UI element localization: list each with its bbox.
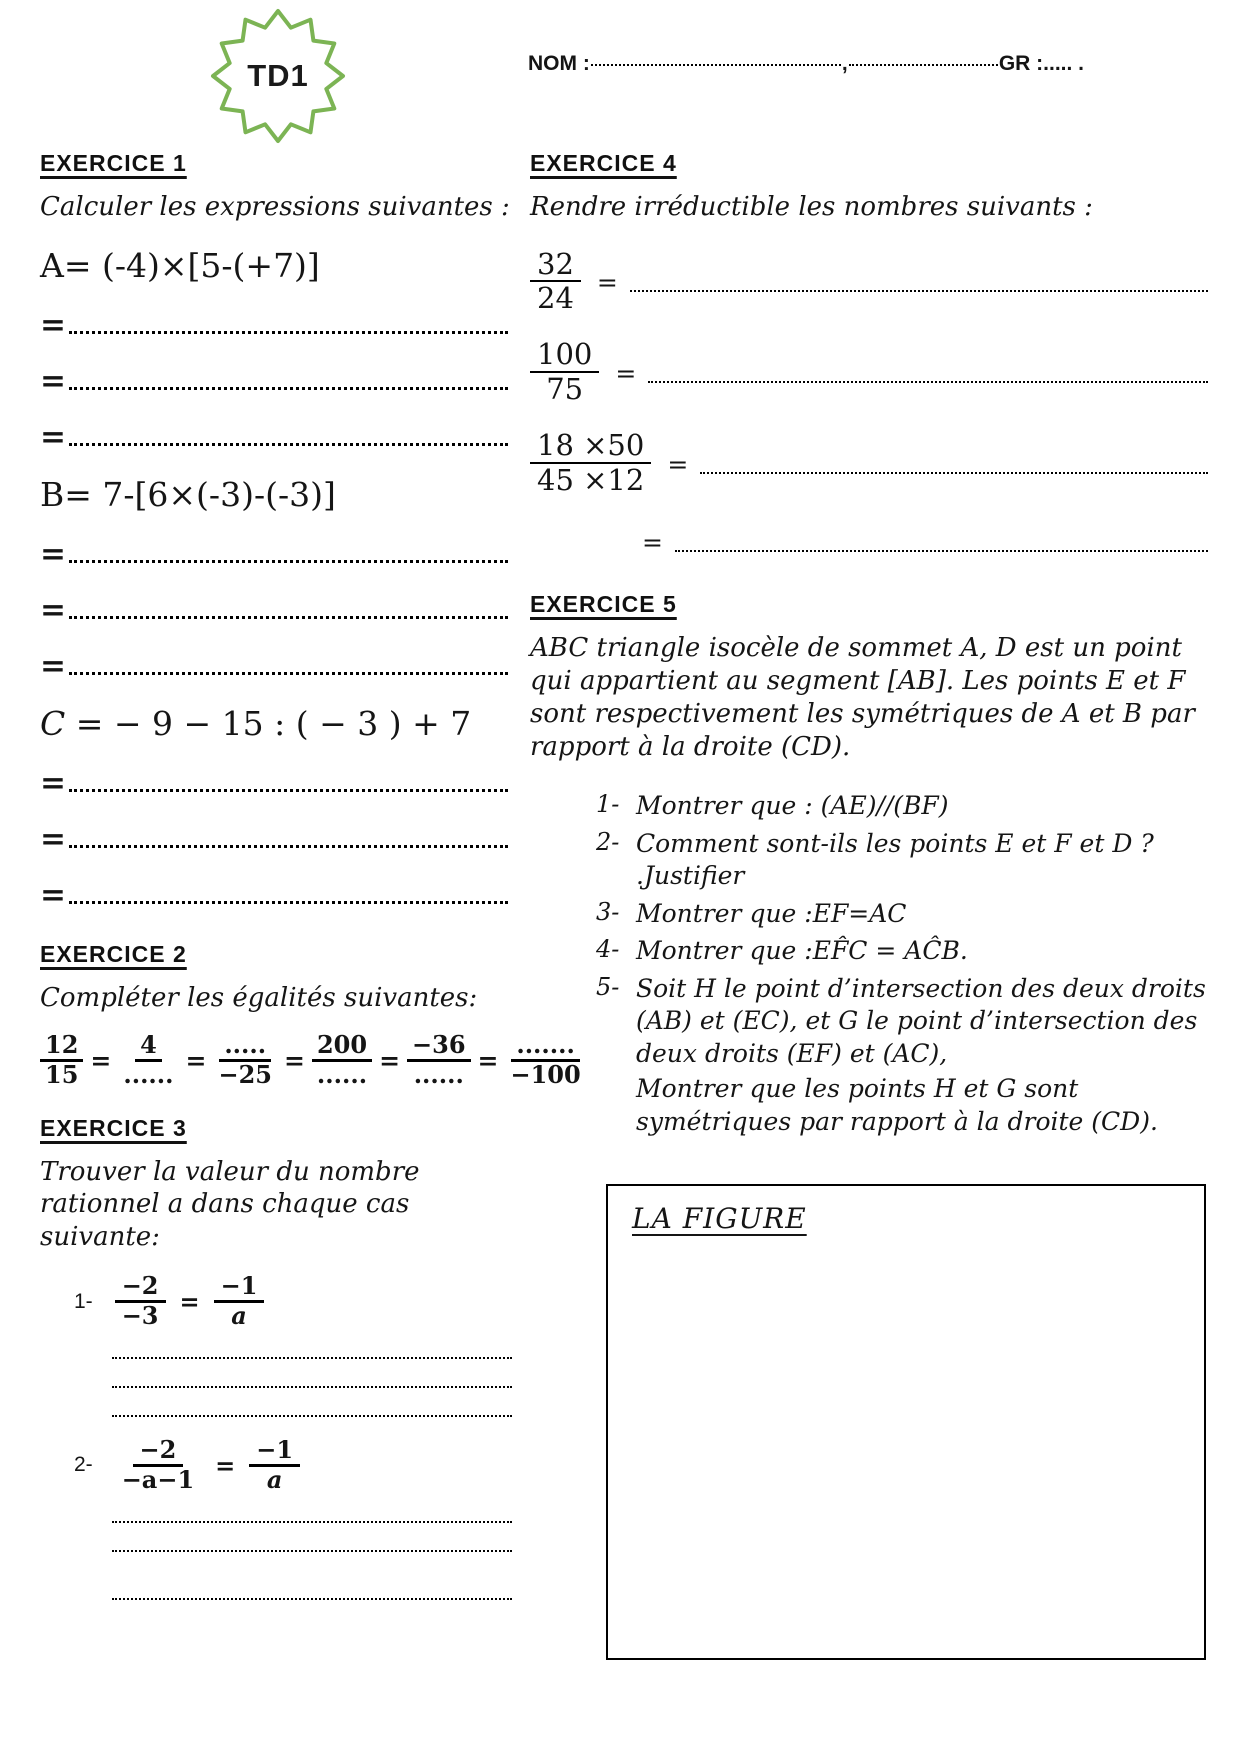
dotted-fill (648, 381, 1208, 383)
equals-sign: = (40, 306, 66, 343)
item-label: 5- (596, 972, 620, 1001)
denominator: ...... (413, 1059, 464, 1089)
expression-c (40, 704, 522, 743)
answer-line (40, 626, 522, 682)
reduce-row-continuation (626, 526, 1222, 558)
item-text: Comment sont-ils les points E et F et D ? .Justifier (636, 828, 1154, 891)
fraction (214, 1273, 265, 1330)
equals-sign: = (185, 1045, 207, 1075)
equals-sign: = (40, 362, 66, 399)
question-item (596, 898, 1222, 931)
numerator: −1 (214, 1273, 265, 1303)
denominator: ...... (316, 1059, 368, 1089)
item-label: 4- (596, 935, 620, 964)
numerator: 18 ×50 (530, 429, 651, 463)
exercise-4-title: EXERCICE 4 (530, 150, 677, 176)
fraction (312, 1032, 372, 1089)
numerator: −36 (407, 1032, 471, 1062)
exercise-1-title: EXERCICE 1 (40, 150, 187, 176)
equals-sign: = (596, 268, 618, 298)
numerator: 100 (530, 338, 599, 372)
equals-sign: = (477, 1045, 499, 1075)
fraction (249, 1437, 300, 1494)
answer-line (40, 397, 522, 453)
equals-sign: = (615, 359, 637, 389)
question-item (596, 973, 1222, 1139)
dotted-fill (675, 550, 1208, 552)
answer-line (40, 514, 522, 570)
nom-label: NOM : (528, 52, 590, 75)
fraction (530, 338, 599, 405)
dotted-fill (700, 472, 1208, 474)
denominator: ...... (123, 1059, 174, 1089)
td1-badge (208, 4, 348, 148)
equals-sign: = (40, 876, 66, 913)
question-item (596, 935, 1222, 968)
reduce-row (530, 248, 1222, 315)
work-line (112, 1521, 512, 1523)
equals-sign: = (379, 1045, 401, 1075)
dotted-fill (69, 672, 508, 675)
fraction (115, 1273, 166, 1330)
equals-sign: = (667, 450, 689, 480)
work-line (112, 1598, 512, 1600)
numerator: 32 (530, 248, 581, 282)
denominator: 24 (537, 280, 574, 315)
figure-drawing-box (606, 1184, 1206, 1660)
badge-label: TD1 (247, 58, 309, 93)
fraction (115, 1437, 201, 1494)
numerator: ..... (219, 1032, 271, 1062)
dotted-fill (69, 901, 508, 904)
exercise-1-instruction: Calculer les expressions suivantes : (40, 192, 510, 222)
answer-line (40, 570, 522, 626)
gr-label: GR : (998, 52, 1044, 75)
nom-fill-line (591, 64, 841, 66)
exercise-4-instruction: Rendre irréductible les nombres suivants : (530, 192, 1093, 222)
exercise-3 (40, 1115, 522, 1600)
expression-c-body: = − 9 − 15 : ( − 3 ) + 7 (65, 703, 472, 743)
item-text: Montrer que :EF=AC (636, 898, 907, 928)
denominator: a (266, 1464, 283, 1494)
item-text-continued: Montrer que les points H et G sont symétriques par rapport à la droite (CD). (636, 1074, 1158, 1136)
reduce-row (530, 338, 1222, 405)
expression-a: A= (-4)×[5-(+7)] (40, 245, 320, 285)
item-text-group (636, 973, 1222, 1139)
nom-fill-line-2 (849, 64, 998, 66)
exercise-4 (530, 150, 1222, 558)
gr-fill-dots: ..... . (1043, 52, 1084, 75)
numerator: 4 (135, 1032, 162, 1062)
fraction (407, 1032, 471, 1089)
expression-c-variable: C (40, 703, 66, 743)
equals-sign: = (642, 528, 663, 558)
denominator: −a−1 (121, 1464, 195, 1494)
denominator: −3 (121, 1301, 159, 1331)
numerator: −1 (249, 1437, 300, 1467)
equals-sign: = (283, 1045, 305, 1075)
page-header (0, 0, 1241, 150)
numerator: −2 (115, 1273, 166, 1303)
item-text: Montrer que :EF̂C = AĈB. (636, 936, 968, 966)
denominator: 75 (546, 371, 584, 406)
work-line (112, 1386, 512, 1388)
work-line (112, 1415, 512, 1417)
item-label: 3- (596, 897, 620, 926)
exercise-3-title: EXERCICE 3 (40, 1114, 187, 1141)
fraction (40, 1032, 83, 1089)
exercise-5-title: EXERCICE 5 (530, 591, 677, 618)
denominator: a (231, 1301, 247, 1331)
item-text: Soit H le point d’intersection des deux droits (AB) et (EC), et G le point d’intersection des deux droits (EF) et (AC), (636, 973, 1206, 1068)
equals-sign: = (40, 418, 66, 455)
equals-sign: = (215, 1450, 236, 1480)
right-column (530, 150, 1222, 1660)
dotted-fill (69, 387, 508, 390)
exercise-2 (40, 940, 581, 1089)
numerator: ....... (511, 1032, 580, 1062)
exercise-5-statement: ABC triangle isocèle de sommet A, D est un point qui appartient au segment [AB]. Les points E et F sont respectivement les symétriques de A et B par rapport à la droite (CD). (530, 633, 1195, 763)
dotted-fill (69, 616, 508, 619)
equals-sign: = (40, 591, 66, 628)
equals-sign: = (40, 535, 66, 572)
fraction-chain (40, 1030, 581, 1089)
item-label: 2- (74, 1453, 93, 1477)
denominator: −25 (218, 1059, 272, 1089)
exercise-2-instruction: Compléter les égalités suivantes: (40, 982, 478, 1013)
denominator: 45 ×12 (537, 462, 645, 497)
fraction (118, 1032, 178, 1089)
question-list (596, 790, 1222, 1138)
numerator: 200 (312, 1032, 372, 1062)
question-item (596, 790, 1222, 823)
dotted-fill (69, 560, 508, 563)
dotted-fill (69, 443, 508, 446)
equals-sign: = (40, 647, 66, 684)
dotted-fill (69, 331, 508, 334)
exercise-2-title: EXERCICE 2 (40, 940, 187, 967)
answer-line (40, 743, 522, 799)
item-text: Montrer que : (AE)//(BF) (636, 791, 949, 821)
expression-b: B= 7-[6×(-3)-(-3)] (40, 474, 336, 514)
dotted-fill (69, 845, 508, 848)
item-label: 1- (596, 790, 620, 819)
exercise-5 (530, 591, 1222, 1138)
answer-line (40, 855, 522, 911)
numerator: −2 (133, 1437, 184, 1467)
question-item (596, 828, 1222, 893)
reduce-row (530, 429, 1222, 496)
numerator: 12 (40, 1032, 83, 1062)
nom-comma: , (841, 52, 848, 75)
dotted-fill (630, 290, 1208, 292)
denominator: 15 (45, 1059, 79, 1089)
dotted-fill (69, 789, 508, 792)
figure-box-label: LA FIGURE (632, 1202, 807, 1236)
answer-line (40, 341, 522, 397)
item-label: 1- (74, 1289, 93, 1313)
work-line (112, 1357, 512, 1359)
case-2-equation (74, 1437, 522, 1494)
answer-line (40, 285, 522, 341)
case-1-equation (74, 1273, 522, 1330)
answer-line (40, 799, 522, 855)
name-group-line (528, 52, 1084, 76)
exercise-1 (40, 150, 522, 911)
item-label: 2- (596, 827, 620, 856)
work-line (112, 1550, 512, 1552)
equals-sign: = (40, 764, 66, 801)
denominator: −100 (510, 1059, 581, 1089)
exercise-3-instruction: Trouver la valeur du nombre rationnel a dans chaque cas suivante: (40, 1156, 420, 1252)
fraction (530, 248, 581, 315)
equals-sign: = (90, 1045, 112, 1075)
equals-sign: = (40, 820, 66, 857)
equals-sign: = (179, 1287, 200, 1317)
fraction (213, 1032, 277, 1089)
fraction (530, 429, 651, 496)
